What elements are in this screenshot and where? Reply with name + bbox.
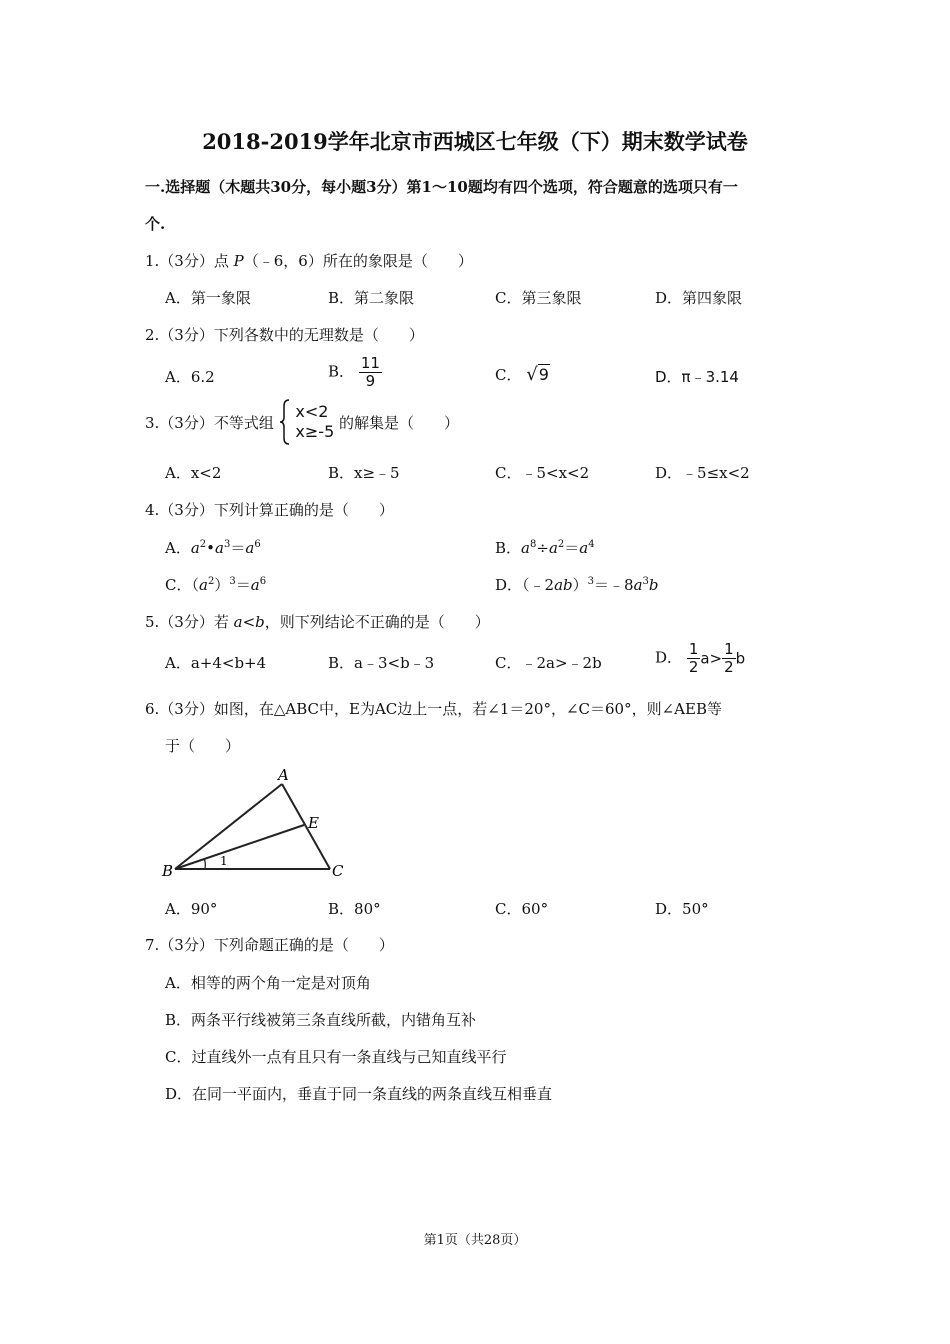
q6-option-a: A．90° xyxy=(165,900,218,918)
q4-option-a: A．$a^2•a^3=a^6$ xyxy=(165,539,261,557)
question-3 xyxy=(145,398,459,446)
question-4: 4.（3分）下列计算正确的是（ ） xyxy=(145,501,394,519)
label-b: B xyxy=(162,862,174,880)
q2-fraction xyxy=(359,355,382,390)
q5-option-c: C．﹣2a>﹣2b xyxy=(495,654,602,672)
q4-option-a-label: A． xyxy=(165,539,191,557)
q1-option-c: C．第三象限 xyxy=(495,289,582,307)
label-angle-1: 1 xyxy=(220,854,228,868)
question-5-condition: a<b xyxy=(233,613,265,631)
question-2: 2.（3分）下列各数中的无理数是（ ） xyxy=(145,326,424,344)
question-3-prefix: 3.（3分）不等式组 xyxy=(145,413,274,432)
section-heading-line2: 个. xyxy=(145,215,166,233)
q7-option-c: C．过直线外一点有且只有一条直线与己知直线平行 xyxy=(165,1048,507,1066)
q4-option-d-label: D． xyxy=(495,576,523,594)
triangle-figure xyxy=(160,762,360,882)
q2-radicand: 9 xyxy=(538,365,549,384)
q1-option-a: A．第一象限 xyxy=(165,289,251,307)
q2-radical xyxy=(526,364,550,385)
q1-option-b: B．第二象限 xyxy=(328,289,415,307)
question-5-rest: ，则下列结论不正确的是（ ） xyxy=(264,613,490,631)
angle-1-arc xyxy=(204,859,205,869)
q3-option-c: C．﹣5<x<2 xyxy=(495,464,590,482)
q5-fraction-left xyxy=(687,641,701,676)
label-a: A xyxy=(278,766,289,784)
q2-fraction-numerator: 11 xyxy=(360,354,380,372)
q5-option-d xyxy=(655,641,745,676)
q4-option-b: B．$a^8\div a^2=a^4$ xyxy=(495,539,595,557)
q6-option-b: B．80° xyxy=(328,900,381,918)
q5-fraction-right xyxy=(722,641,736,676)
inequality-bottom: x≥-5 xyxy=(295,422,335,441)
question-1-prefix: 1.（3分）点 xyxy=(145,252,229,270)
q3-option-a: A．x<2 xyxy=(165,464,222,482)
fraction-numerator: 1 xyxy=(724,640,734,658)
segment-be xyxy=(175,825,304,869)
q5-d-expr-a: a> xyxy=(700,649,723,668)
q6-option-c: C．60° xyxy=(495,900,549,918)
question-1 xyxy=(145,250,473,271)
left-brace-icon xyxy=(279,398,291,446)
q5-option-a: A．a+4<b+4 xyxy=(165,654,267,672)
section-heading-line1: 一.选择题（木题共30分，每小题3分）第1～10题均有四个选项，符合题意的选项只有一 xyxy=(145,178,738,196)
q2-option-b-label: B． xyxy=(328,362,355,381)
question-5-prefix: 5.（3分）若 xyxy=(145,613,229,631)
inequality-system xyxy=(295,402,334,442)
page-footer: 第1页（共28页） xyxy=(423,1233,527,1248)
q7-option-d: D．在同一平面内，垂直于同一条直线的两条直线互相垂直 xyxy=(165,1085,553,1103)
q2-option-c xyxy=(495,364,550,385)
q7-option-b: B．两条平行线被第三条直线所截，内错角互补 xyxy=(165,1011,477,1029)
q6-option-d: D．50° xyxy=(655,900,709,918)
q5-d-expr-b: b xyxy=(735,649,746,668)
q4-option-b-label: B． xyxy=(495,539,522,557)
q4-option-c: C．$(a^2)^3=a^6$ xyxy=(165,576,267,594)
question-1-rest: （﹣6，6）所在的象限是（ ） xyxy=(243,252,473,270)
question-1-point: P xyxy=(233,252,244,270)
q3-option-d: D．﹣5≤x<2 xyxy=(655,464,750,482)
label-e: E xyxy=(308,814,319,832)
radical-sign-icon: √ xyxy=(526,364,538,385)
q2-fraction-denominator: 9 xyxy=(365,372,376,390)
inequality-top: x<2 xyxy=(295,402,329,421)
q2-option-a: A．6.2 xyxy=(165,368,215,386)
question-7: 7.（3分）下列命题正确的是（ ） xyxy=(145,936,394,954)
question-6-line2: 于（ ） xyxy=(165,737,241,755)
label-c: C xyxy=(332,862,344,880)
q4-option-d: D．$(﹣2ab)^3=﹣8a^3b$ xyxy=(495,576,659,594)
fraction-numerator: 1 xyxy=(688,640,699,658)
q5-option-d-label: D． xyxy=(655,648,683,667)
q3-option-b: B．x≥﹣5 xyxy=(328,464,400,482)
q2-option-b xyxy=(328,355,382,390)
q5-option-b: B．a﹣3<b﹣3 xyxy=(328,654,435,672)
fraction-denominator: 2 xyxy=(724,658,734,676)
side-ac xyxy=(282,784,330,869)
q2-option-d: D．π﹣3.14 xyxy=(655,368,739,386)
question-6-line1: 6.（3分）如图，在△ABC中，E为AC边上一点，若∠1＝20°，∠C＝60°，则∠AEB等 xyxy=(145,700,722,718)
page-title: 2018-2019学年北京市西城区七年级（下）期末数学试卷 xyxy=(202,129,748,154)
question-3-rest: 的解集是（ ） xyxy=(339,413,460,432)
q2-option-c-label: C． xyxy=(495,366,522,384)
fraction-denominator: 2 xyxy=(688,658,699,676)
q7-option-a: A．相等的两个角一定是对顶角 xyxy=(165,974,371,992)
q4-option-c-label: C． xyxy=(165,576,192,594)
side-ab xyxy=(175,784,282,869)
q1-option-d: D．第四象限 xyxy=(655,289,743,307)
question-5 xyxy=(145,611,490,632)
